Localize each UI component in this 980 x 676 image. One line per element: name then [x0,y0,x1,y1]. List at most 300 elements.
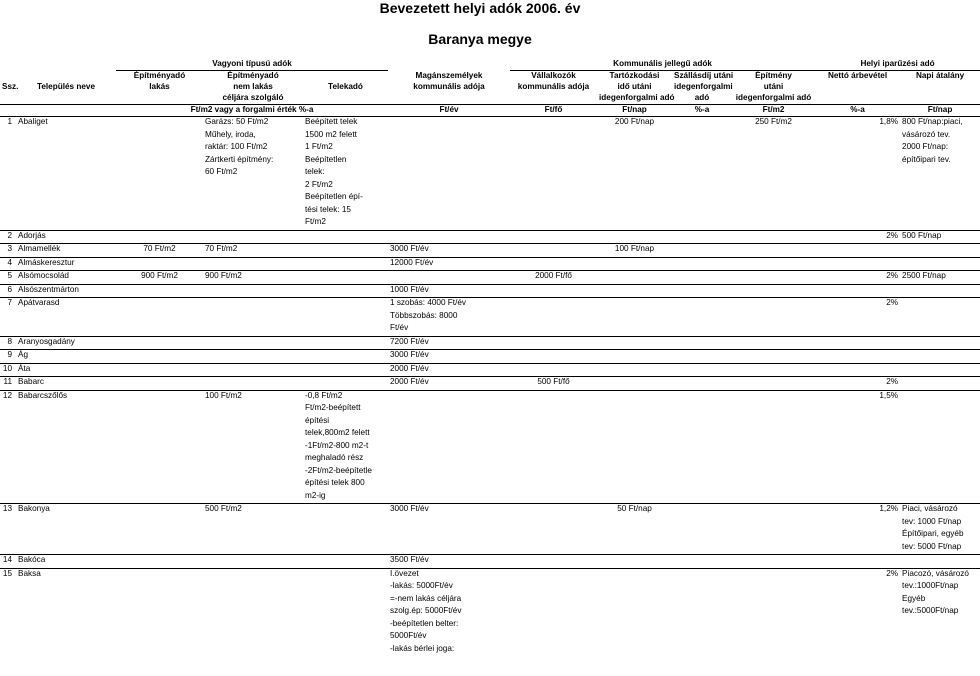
cell-telekado [303,504,388,517]
municipality-name [16,403,116,416]
cell-tartozkodasi [597,217,672,230]
cell-telekado: 1500 m2 felett [305,129,357,139]
cell-telekado [303,644,388,657]
cell-tartozkodasi [597,631,672,644]
cell-epitmeny-nemlakas [203,555,303,569]
cell-napi: tev: 1000 Ft/nap [902,516,962,526]
cell-szallasdij [672,390,732,403]
municipality-name [16,594,116,607]
cell-tartozkodasi [597,581,672,594]
cell-telekado [303,581,388,594]
cell-epitmeny-idegen [732,555,815,569]
cell-tartozkodasi [597,180,672,193]
cell-telekado [303,230,388,244]
cell-napi: Egyéb [902,593,926,603]
cell-epitmeny-lakas [116,555,203,569]
cell-szallasdij [672,167,732,180]
cell-epitmeny-nemlakas [203,619,303,632]
header-telekado: Telekadó [328,82,363,91]
cell-vallalkozok [510,311,597,324]
municipality-name [16,491,116,504]
cell-napi [900,217,980,230]
cell-tartozkodasi [597,363,672,377]
cell-szallasdij [672,529,732,542]
cell-epitmeny-idegen [732,453,815,466]
cell-vallalkozok [510,155,597,168]
cell-tartozkodasi [597,619,672,632]
table-row [0,311,980,324]
cell-tartozkodasi [597,594,672,607]
cell-epitmeny-lakas [116,205,203,218]
municipality-name: Babarc [16,377,116,391]
cell-netto [815,180,900,193]
cell-epitmeny-nemlakas [203,517,303,530]
cell-epitmeny-nemlakas [203,441,303,454]
table-row [0,336,980,350]
cell-szallasdij [672,284,732,298]
cell-szallasdij [672,323,732,336]
cell-napi [900,631,980,644]
cell-epitmeny-lakas [116,377,203,391]
cell-napi [900,205,980,218]
cell-epitmeny-idegen [732,416,815,429]
municipality-name [16,311,116,324]
municipality-name [16,517,116,530]
cell-vallalkozok: 500 Ft/fő [510,377,597,391]
cell-epitmeny-nemlakas [203,298,303,311]
cell-maganszemelyek [388,192,510,205]
table-row [0,581,980,594]
municipality-name: Baksa [16,568,116,581]
cell-szallasdij [672,142,732,155]
row-number: 2 [0,230,16,244]
group-vagyoni: Vagyoni típusú adók [116,59,388,71]
cell-maganszemelyek: -beépítetlen belter: [390,618,459,628]
cell-epitmeny-lakas [116,230,203,244]
cell-napi [900,180,980,193]
cell-epitmeny-nemlakas: 100 Ft/m2 [203,390,303,403]
cell-szallasdij [672,491,732,504]
cell-netto [815,555,900,569]
cell-epitmeny-lakas [116,363,203,377]
municipality-name [16,155,116,168]
row-number [0,403,16,416]
cell-epitmeny-idegen [732,130,815,143]
table-row [0,428,980,441]
cell-vallalkozok [510,205,597,218]
cell-netto [815,581,900,594]
cell-tartozkodasi [597,606,672,619]
cell-netto [815,619,900,632]
table-row [0,529,980,542]
header-epitmeny-nemlakas-3: céljára szolgáló [222,93,284,102]
cell-szallasdij [672,336,732,350]
cell-epitmeny-lakas [116,390,203,403]
cell-napi: Piaci, vásározó [900,504,980,517]
municipality-name: Apátvarasd [16,298,116,311]
cell-telekado [303,350,388,364]
cell-epitmeny-nemlakas [203,192,303,205]
cell-telekado [303,555,388,569]
header-tartozkodasi-1: Tartózkodási [609,71,660,80]
cell-napi [900,167,980,180]
municipality-name [16,529,116,542]
municipality-name [16,416,116,429]
unit-maganszemelyek: Ft/év [388,105,510,117]
row-number [0,529,16,542]
cell-napi [900,453,980,466]
cell-tartozkodasi [597,428,672,441]
cell-epitmeny-nemlakas: 500 Ft/m2 [203,504,303,517]
cell-epitmeny-nemlakas [203,205,303,218]
cell-epitmeny-lakas [116,453,203,466]
unit-vagyoni: Ft/m2 vagy a forgalmi érték %-a [116,105,388,117]
cell-vallalkozok [510,363,597,377]
cell-netto [815,631,900,644]
cell-telekado: -2Ft/m2-beépítetle [305,465,372,475]
header-tartozkodasi-3: idegenforgalmi adó [599,93,675,102]
table-body [0,117,980,657]
cell-netto: 2% [815,377,900,391]
cell-vallalkozok [510,336,597,350]
cell-szallasdij [672,403,732,416]
municipality-name: Bakonya [16,504,116,517]
header-vallalkozok-1: Vállalkozók [531,71,576,80]
cell-epitmeny-idegen [732,631,815,644]
municipality-name [16,644,116,657]
cell-tartozkodasi [597,568,672,581]
cell-szallasdij [672,350,732,364]
cell-napi [900,390,980,403]
cell-telekado: telek,800m2 felett [305,428,370,437]
municipality-name [16,205,116,218]
row-number [0,466,16,479]
cell-epitmeny-idegen [732,142,815,155]
municipality-name: Áta [16,363,116,377]
unit-netto: %-a [815,105,900,117]
cell-maganszemelyek: Többszobás: 8000 [390,310,458,320]
cell-maganszemelyek: Ft/év [390,323,409,332]
cell-epitmeny-nemlakas [203,568,303,581]
row-number [0,155,16,168]
cell-maganszemelyek: 1000 Ft/év [388,284,510,298]
header-napi: Napi átalány [915,71,965,80]
cell-vallalkozok [510,117,597,130]
municipality-name: Almáskeresztur [16,257,116,271]
cell-telekado [303,271,388,285]
cell-epitmeny-lakas [116,350,203,364]
cell-telekado: -0,8 Ft/m2 [303,390,388,403]
row-number: 10 [0,363,16,377]
cell-netto [815,323,900,336]
cell-tartozkodasi [597,298,672,311]
header-epitmeny-lakas-1: Építményadó [133,71,186,80]
cell-vallalkozok [510,466,597,479]
cell-epitmeny-lakas [116,504,203,517]
cell-maganszemelyek [388,428,510,441]
cell-epitmeny-nemlakas: 70 Ft/m2 [203,244,303,258]
cell-szallasdij [672,416,732,429]
cell-maganszemelyek: -lakás bérlei joga: [390,643,455,653]
cell-netto [815,130,900,143]
header-epitmeny-nemlakas-1: Építményadó [227,71,279,80]
cell-maganszemelyek [388,517,510,530]
cell-telekado: Beépítetlen épí- [305,192,363,201]
cell-netto [815,478,900,491]
cell-szallasdij [672,581,732,594]
cell-telekado [303,542,388,555]
municipality-name: Babarcszőlős [16,390,116,403]
table-row [0,542,980,555]
cell-vallalkozok [510,478,597,491]
row-number [0,180,16,193]
cell-tartozkodasi [597,167,672,180]
cell-netto: 2% [815,568,900,581]
cell-vallalkozok [510,390,597,403]
cell-maganszemelyek: 5000Ft/év [390,631,427,640]
cell-telekado: telek: [305,167,325,176]
cell-tartozkodasi [597,350,672,364]
municipality-name: Aranyosgadány [16,336,116,350]
cell-epitmeny-lakas [116,606,203,619]
cell-napi [900,350,980,364]
cell-epitmeny-lakas [116,428,203,441]
cell-epitmeny-lakas [116,311,203,324]
cell-vallalkozok [510,594,597,607]
cell-epitmeny-lakas: 900 Ft/m2 [116,271,203,285]
cell-tartozkodasi [597,192,672,205]
cell-maganszemelyek [388,529,510,542]
cell-telekado [303,323,388,336]
cell-epitmeny-lakas [116,336,203,350]
cell-epitmeny-lakas [116,403,203,416]
cell-netto [815,284,900,298]
cell-epitmeny-nemlakas: 60 Ft/m2 [205,167,238,176]
cell-maganszemelyek: =-nem lakás céljára [390,593,462,603]
cell-epitmeny-nemlakas [203,311,303,324]
cell-szallasdij [672,205,732,218]
cell-netto [815,311,900,324]
cell-epitmeny-lakas [116,416,203,429]
cell-maganszemelyek [388,491,510,504]
cell-napi: Építőipari, egyéb [902,529,964,538]
cell-epitmeny-nemlakas [203,416,303,429]
cell-szallasdij [672,217,732,230]
cell-maganszemelyek: I.övezet [388,568,510,581]
cell-epitmeny-idegen [732,441,815,454]
cell-szallasdij [672,117,732,130]
table-row [0,478,980,491]
table-row [0,142,980,155]
row-number: 1 [7,117,12,126]
cell-epitmeny-idegen [732,350,815,364]
table-row [0,491,980,504]
cell-vallalkozok [510,568,597,581]
cell-epitmeny-idegen [732,192,815,205]
header-szallasdij-2: idegenforgalmi [674,82,733,91]
cell-vallalkozok [510,619,597,632]
cell-napi: tev.:1000Ft/nap [902,581,959,590]
cell-telekado: Ft/m2-beépített [305,403,361,412]
cell-maganszemelyek [388,180,510,193]
row-number [0,167,16,180]
cell-vallalkozok [510,192,597,205]
cell-szallasdij [672,631,732,644]
cell-netto: 2% [815,298,900,311]
cell-epitmeny-nemlakas [203,284,303,298]
table-row [0,631,980,644]
cell-epitmeny-lakas [116,298,203,311]
table-row [0,504,980,517]
cell-tartozkodasi [597,478,672,491]
cell-szallasdij [672,478,732,491]
cell-napi [900,491,980,504]
municipality-name [16,180,116,193]
table-row [0,244,980,258]
header-maganszemelyek-1: Magánszemélyek [415,70,483,80]
cell-maganszemelyek [388,130,510,143]
unit-vallalkozok: Ft/fő [510,105,597,117]
table-row [0,619,980,632]
table-row [0,192,980,205]
cell-netto [815,403,900,416]
cell-epitmeny-lakas [116,581,203,594]
cell-telekado [303,257,388,271]
cell-epitmeny-lakas [116,155,203,168]
cell-telekado [303,298,388,311]
cell-maganszemelyek [388,478,510,491]
cell-maganszemelyek: 3000 Ft/év [388,244,510,258]
cell-vallalkozok [510,142,597,155]
cell-maganszemelyek [388,403,510,416]
row-number [0,631,16,644]
cell-epitmeny-nemlakas [203,180,303,193]
cell-epitmeny-idegen [732,529,815,542]
cell-vallalkozok [510,529,597,542]
cell-szallasdij [672,298,732,311]
cell-maganszemelyek [388,167,510,180]
table-row [0,257,980,271]
header-epitmeny-lakas-2: lakás [149,82,170,91]
row-number [0,478,16,491]
cell-tartozkodasi [597,466,672,479]
cell-epitmeny-lakas [116,568,203,581]
cell-epitmeny-nemlakas [203,644,303,657]
cell-telekado: meghaladó rész [305,453,364,462]
table-row [0,453,980,466]
group-iparuzesi: Helyi iparűzési adó [815,59,980,71]
cell-maganszemelyek: 2000 Ft/év [388,363,510,377]
cell-telekado: tési telek: 15 [305,204,351,214]
cell-epitmeny-idegen [732,568,815,581]
municipality-name [16,428,116,441]
cell-epitmeny-lakas [116,130,203,143]
cell-vallalkozok [510,350,597,364]
cell-epitmeny-nemlakas [203,542,303,555]
row-number [0,428,16,441]
cell-netto [815,606,900,619]
cell-napi [900,619,980,632]
cell-napi: Piacozó, vásározó [900,568,980,581]
municipality-name [16,581,116,594]
cell-szallasdij [672,244,732,258]
cell-epitmeny-nemlakas [203,491,303,504]
municipality-name [16,142,116,155]
cell-vallalkozok [510,217,597,230]
cell-netto [815,167,900,180]
cell-szallasdij [672,230,732,244]
municipality-name [16,323,116,336]
cell-tartozkodasi [597,555,672,569]
cell-epitmeny-nemlakas [203,428,303,441]
cell-tartozkodasi [597,155,672,168]
cell-epitmeny-idegen [732,217,815,230]
cell-epitmeny-nemlakas [203,453,303,466]
header-epitmeny-nemlakas-2: nem lakás [233,82,273,91]
row-number: 15 [0,568,16,581]
tax-table [0,59,980,656]
cell-epitmeny-lakas [116,594,203,607]
cell-epitmeny-nemlakas: raktár: 100 Ft/m2 [205,142,268,151]
cell-epitmeny-idegen [732,517,815,530]
cell-telekado [303,363,388,377]
cell-szallasdij [672,130,732,143]
cell-epitmeny-idegen [732,244,815,258]
cell-epitmeny-lakas [116,644,203,657]
row-number [0,542,16,555]
cell-telekado [303,529,388,542]
row-number [0,491,16,504]
cell-tartozkodasi [597,517,672,530]
cell-netto: 2% [815,271,900,285]
cell-tartozkodasi: 100 Ft/nap [597,244,672,258]
municipality-name: Bakóca [16,555,116,569]
table-row [0,466,980,479]
row-number [0,217,16,230]
cell-epitmeny-lakas [116,180,203,193]
row-number: 13 [0,504,16,517]
unit-napi: Ft/nap [900,105,980,117]
row-number: 8 [0,336,16,350]
municipality-name [16,478,116,491]
cell-epitmeny-nemlakas [203,606,303,619]
cell-napi [900,555,980,569]
cell-netto [815,529,900,542]
cell-epitmeny-nemlakas [203,377,303,391]
cell-napi [900,441,980,454]
cell-netto [815,644,900,657]
table-row [0,594,980,607]
cell-vallalkozok [510,453,597,466]
cell-vallalkozok [510,644,597,657]
row-number [0,205,16,218]
table-row [0,205,980,218]
cell-napi: 800 Ft/nap:piaci, [902,117,963,126]
cell-maganszemelyek: 1 szobás: 4000 Ft/év [388,298,510,311]
cell-epitmeny-idegen [732,594,815,607]
cell-vallalkozok [510,257,597,271]
cell-tartozkodasi [597,271,672,285]
cell-szallasdij [672,542,732,555]
cell-telekado [303,631,388,644]
cell-telekado [303,517,388,530]
cell-epitmeny-idegen [732,644,815,657]
cell-szallasdij [672,271,732,285]
municipality-name [16,453,116,466]
cell-netto [815,155,900,168]
municipality-name [16,130,116,143]
header-epitmeny-idegen-3: idegenforgalmi adó [735,93,812,102]
